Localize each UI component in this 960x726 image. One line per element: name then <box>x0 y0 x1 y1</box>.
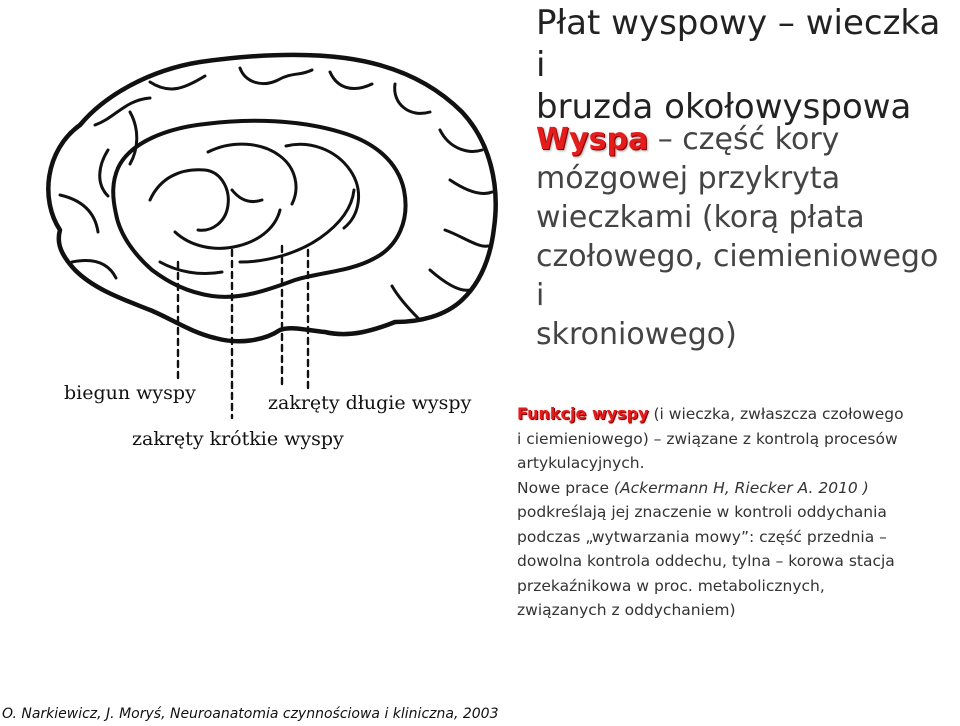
insula-functions <box>517 402 957 623</box>
functions-line-5: podkreślają jej znaczenie w kontroli oddychania <box>517 503 887 521</box>
functions-line-8: przekaźnikowa w proc. metabolicznych, <box>517 576 825 595</box>
insula-text-4: czołowego, ciemieniowego i <box>536 239 939 313</box>
insula-definition <box>536 120 946 354</box>
brain-sulci <box>60 68 492 318</box>
label-long-insular-gyri: zakręty długie wyspy <box>268 392 472 414</box>
insular-gyri <box>150 144 359 273</box>
title-line-2: bruzda okołowyspowa <box>536 87 912 127</box>
insula-text-2: mózgowej przykryta <box>536 161 841 196</box>
source-citation: O. Narkiewicz, J. Moryś, Neuroanatomia czynnościowa i kliniczna, 2003 <box>2 706 499 722</box>
functions-line-1: (i wieczka, zwłaszcza czołowego <box>648 405 904 423</box>
title-line-1: Płat wyspowy – wieczka i <box>536 3 941 85</box>
functions-reference: (Ackermann H, Riecker A. 2010 ) <box>613 478 869 497</box>
insula-text-5: skroniowego) <box>536 317 737 352</box>
insula-keyword: Wyspa <box>536 122 649 157</box>
functions-line-4-lead: Nowe prace <box>517 478 614 497</box>
functions-line-6: podczas „wytwarzania mowy”: część przednia – <box>517 527 887 546</box>
slide-title <box>536 2 956 128</box>
insula-text-3: wieczkami (korą płata <box>536 200 865 235</box>
functions-keyword: Funkcje wyspy <box>517 404 649 423</box>
functions-line-2: i ciemieniowego) – związane z kontrolą procesów <box>517 429 898 448</box>
label-short-insular-gyri: zakręty krótkie wyspy <box>132 428 344 450</box>
functions-line-9: związanych z oddychaniem) <box>517 601 736 619</box>
functions-line-7: dowolna kontrola oddechu, tylna – korowa stacja <box>517 552 895 570</box>
label-insula-pole: biegun wyspy <box>64 382 196 404</box>
insula-text-1: – część kory <box>648 122 840 157</box>
functions-line-3: artykulacyjnych. <box>517 454 645 472</box>
